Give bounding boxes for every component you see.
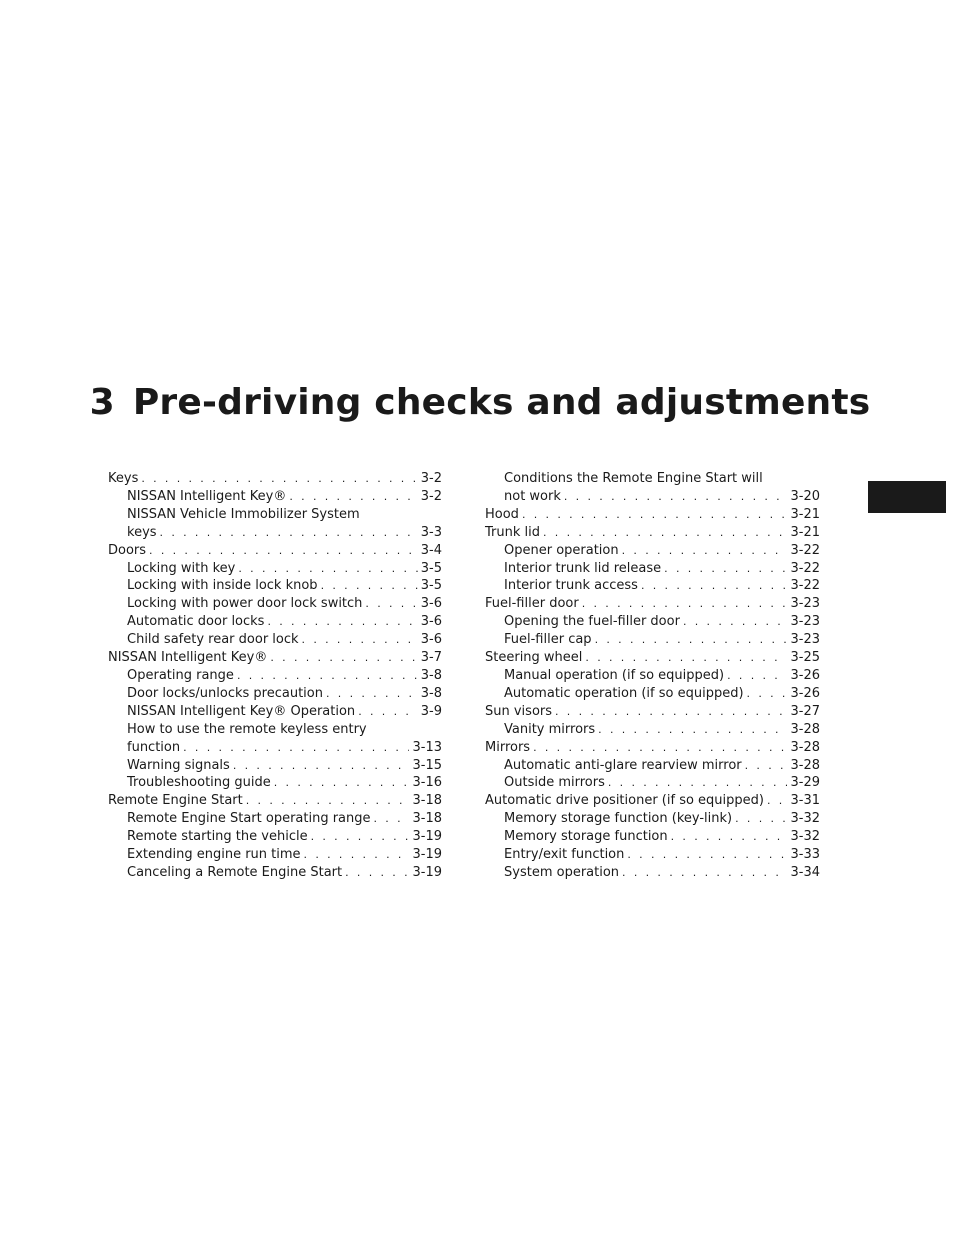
toc-entry-label: Automatic operation (if so equipped) xyxy=(504,685,744,701)
toc-entry-label: Interior trunk access xyxy=(504,578,638,594)
toc-entry-page: 3-33 xyxy=(790,847,820,863)
toc-leader-dots xyxy=(585,649,787,667)
toc-leader-dots xyxy=(289,488,417,506)
toc-entry-page: 3-19 xyxy=(412,829,442,845)
toc-entry-page: 3-3 xyxy=(420,524,442,540)
toc-leader-dots xyxy=(564,488,788,506)
toc-entry-page: 3-6 xyxy=(420,614,442,630)
toc-entry-page: 3-9 xyxy=(420,703,442,719)
toc-entry-page: 3-19 xyxy=(412,864,442,880)
toc-entry-page: 3-16 xyxy=(412,775,442,791)
toc-entry[interactable] xyxy=(108,721,442,757)
toc-entry[interactable] xyxy=(485,595,820,613)
toc-entry-page: 3-26 xyxy=(790,667,820,683)
toc-entry-label: Entry/exit function xyxy=(504,847,625,863)
toc-entry-page: 3-21 xyxy=(790,524,820,540)
toc-entry-label-continued: not work xyxy=(504,488,561,504)
toc-entry-label: NISSAN Vehicle Immobilizer System xyxy=(127,506,360,522)
toc-entry-page: 3-34 xyxy=(790,864,820,880)
toc-leader-dots xyxy=(622,542,788,560)
toc-entry-label: Opening the fuel-filler door xyxy=(504,614,680,630)
toc-leader-dots xyxy=(321,577,418,595)
toc-entry-page: 3-2 xyxy=(420,488,442,504)
toc-entry-label: Opener operation xyxy=(504,542,619,558)
toc-entry-label: Locking with power door lock switch xyxy=(127,596,363,612)
toc-entry-label: Mirrors xyxy=(485,739,531,755)
toc-leader-dots xyxy=(270,649,417,667)
toc-entry-page: 3-32 xyxy=(790,829,820,845)
chapter-side-tab xyxy=(868,481,946,513)
toc-entry-label: Fuel-filler cap xyxy=(504,632,592,648)
toc-entry-label: Automatic drive positioner (if so equipped) xyxy=(485,793,764,809)
toc-entry[interactable] xyxy=(485,774,820,792)
toc-leader-dots xyxy=(311,828,410,846)
toc-entry[interactable] xyxy=(485,810,820,828)
toc-entry-page: 3-7 xyxy=(420,650,442,666)
toc-entry-page: 3-6 xyxy=(420,596,442,612)
toc-entry-page: 3-18 xyxy=(412,793,442,809)
toc-entry-label: Door locks/unlocks precaution xyxy=(127,685,323,701)
toc-entry-label-continued: keys xyxy=(127,524,157,540)
toc-entry-label-continued: function xyxy=(127,739,181,755)
toc-leader-dots xyxy=(598,721,787,739)
toc-entry-label: Remote Engine Start operating range xyxy=(127,811,371,827)
toc-entry[interactable] xyxy=(485,703,820,721)
toc-entry-label: Conditions the Remote Engine Start will xyxy=(504,471,763,486)
toc-entry-label: NISSAN Intelligent Key® xyxy=(108,650,268,666)
toc-leader-dots xyxy=(274,774,410,792)
toc-entry[interactable] xyxy=(485,560,820,578)
toc-entry[interactable] xyxy=(108,470,442,488)
toc-leader-dots xyxy=(627,846,787,864)
toc-entry-page: 3-8 xyxy=(420,685,442,701)
toc-entry-label: Sun visors xyxy=(485,703,553,719)
toc-leader-dots xyxy=(267,613,417,631)
toc-leader-dots xyxy=(246,792,410,810)
toc-entry[interactable] xyxy=(108,774,442,792)
toc-entry[interactable] xyxy=(485,828,820,846)
toc-entry-page: 3-5 xyxy=(420,578,442,594)
toc-entry-page: 3-22 xyxy=(790,578,820,594)
chapter-title xyxy=(0,382,960,423)
toc-entry-label: NISSAN Intelligent Key® xyxy=(127,488,287,504)
toc-entry[interactable] xyxy=(108,685,442,703)
toc-entry[interactable] xyxy=(485,470,820,506)
toc-entry[interactable] xyxy=(108,792,442,810)
toc-leader-dots xyxy=(543,524,787,542)
toc-leader-dots xyxy=(727,667,787,685)
chapter-number: 3 xyxy=(89,382,115,424)
toc-entry[interactable] xyxy=(485,667,820,685)
toc-entry[interactable] xyxy=(108,613,442,631)
toc-entry-label: Hood xyxy=(485,506,519,522)
toc-entry-label: How to use the remote keyless entry xyxy=(127,721,367,737)
toc-entry-page: 3-28 xyxy=(790,739,820,755)
toc-entry[interactable] xyxy=(108,667,442,685)
toc-entry-page: 3-20 xyxy=(790,488,820,504)
toc-entry[interactable] xyxy=(108,577,442,595)
toc-leader-dots xyxy=(326,685,418,703)
chapter-title-text: Pre-driving checks and adjustments xyxy=(132,382,871,424)
toc-leader-dots xyxy=(302,631,418,649)
toc-entry-page: 3-25 xyxy=(790,650,820,666)
toc-entry-page: 3-21 xyxy=(790,506,820,522)
toc-entry[interactable] xyxy=(108,595,442,613)
toc-entry[interactable] xyxy=(108,810,442,828)
toc-entry-label: Memory storage function (key-link) xyxy=(504,811,733,827)
toc-entry-label: Vanity mirrors xyxy=(504,721,596,737)
toc-leader-dots xyxy=(683,613,788,631)
toc-entry-page: 3-31 xyxy=(790,793,820,809)
toc-entry-page: 3-4 xyxy=(420,542,442,558)
toc-leader-dots xyxy=(582,595,788,613)
toc-leader-dots xyxy=(641,577,788,595)
toc-leader-dots xyxy=(533,739,787,757)
toc-entry-page: 3-5 xyxy=(420,560,442,576)
toc-entry-page: 3-6 xyxy=(420,632,442,648)
toc-leader-dots xyxy=(149,542,418,560)
toc-entry-page: 3-29 xyxy=(790,775,820,791)
toc-leader-dots xyxy=(141,470,417,488)
toc-entry[interactable] xyxy=(108,703,442,721)
toc-entry-page: 3-26 xyxy=(790,685,820,701)
toc-entry-label: NISSAN Intelligent Key® Operation xyxy=(127,703,356,719)
toc-entry[interactable] xyxy=(485,524,820,542)
toc-leader-dots xyxy=(345,864,409,882)
toc-entry-label: Fuel-filler door xyxy=(485,596,579,612)
toc-entry[interactable] xyxy=(485,506,820,524)
toc-entry-label: Locking with key xyxy=(127,560,236,576)
toc-entry-label: Troubleshooting guide xyxy=(127,775,271,791)
toc-entry[interactable] xyxy=(108,846,442,864)
toc-entry-page: 3-19 xyxy=(412,847,442,863)
toc-entry[interactable] xyxy=(485,864,820,882)
toc-entry-label: Steering wheel xyxy=(485,650,583,666)
toc-leader-dots xyxy=(238,560,417,578)
toc-entry[interactable] xyxy=(485,631,820,649)
toc-leader-dots xyxy=(608,774,788,792)
toc-entry[interactable] xyxy=(485,685,820,703)
toc-entry[interactable] xyxy=(108,864,442,882)
toc-entry-label: Child safety rear door lock xyxy=(127,632,299,648)
toc-leader-dots xyxy=(671,828,788,846)
toc-leader-dots xyxy=(767,792,788,810)
toc-leader-dots xyxy=(595,631,788,649)
toc-entry-label: Locking with inside lock knob xyxy=(127,578,318,594)
toc-entry[interactable] xyxy=(108,649,442,667)
toc-entry-page: 3-23 xyxy=(790,632,820,648)
toc-leader-dots xyxy=(747,685,788,703)
toc-entry[interactable] xyxy=(485,757,820,775)
toc-entry-page: 3-28 xyxy=(790,757,820,773)
toc-leader-dots xyxy=(183,739,409,757)
toc-entry-label: Extending engine run time xyxy=(127,847,301,863)
toc-entry-label: Remote Engine Start xyxy=(108,793,243,809)
toc-leader-dots xyxy=(160,524,418,542)
toc-entry-page: 3-23 xyxy=(790,614,820,630)
toc-entry-label: System operation xyxy=(504,864,620,880)
toc-entry-page: 3-18 xyxy=(412,811,442,827)
toc-entry[interactable] xyxy=(485,846,820,864)
toc-entry-label: Canceling a Remote Engine Start xyxy=(127,864,343,880)
toc-entry-label: Outside mirrors xyxy=(504,775,605,791)
toc-leader-dots xyxy=(304,846,410,864)
toc-leader-dots xyxy=(745,757,788,775)
toc-entry-page: 3-2 xyxy=(420,471,442,486)
toc-entry-label: Keys xyxy=(108,471,139,486)
toc-entry-page: 3-8 xyxy=(420,667,442,683)
toc-leader-dots xyxy=(622,864,787,882)
toc-entry-label: Doors xyxy=(108,542,147,558)
toc-entry[interactable] xyxy=(485,792,820,810)
toc-entry-label: Warning signals xyxy=(127,757,230,773)
toc-leader-dots xyxy=(735,810,787,828)
toc-entry[interactable] xyxy=(108,542,442,560)
toc-entry[interactable] xyxy=(108,560,442,578)
toc-entry[interactable] xyxy=(485,577,820,595)
toc-entry[interactable] xyxy=(485,649,820,667)
toc-entry-page: 3-27 xyxy=(790,703,820,719)
toc-entry-label: Remote starting the vehicle xyxy=(127,829,308,845)
toc-leader-dots xyxy=(522,506,788,524)
toc-entry-page: 3-23 xyxy=(790,596,820,612)
toc-leader-dots xyxy=(365,595,417,613)
toc-leader-dots xyxy=(358,703,418,721)
toc-entry-label: Interior trunk lid release xyxy=(504,560,662,576)
toc-right-column xyxy=(485,470,820,882)
toc-entry-page: 3-15 xyxy=(412,757,442,773)
toc-entry[interactable] xyxy=(485,613,820,631)
toc-entry-page: 3-13 xyxy=(412,739,442,755)
toc-entry[interactable] xyxy=(485,739,820,757)
toc-entry-page: 3-28 xyxy=(790,721,820,737)
toc-entry[interactable] xyxy=(485,721,820,739)
toc-entry-label: Trunk lid xyxy=(485,524,540,540)
toc-leader-dots xyxy=(664,560,787,578)
toc-entry[interactable] xyxy=(108,506,442,542)
toc-entry[interactable] xyxy=(108,631,442,649)
toc-entry-label: Automatic anti-glare rearview mirror xyxy=(504,757,742,773)
toc-entry-label: Memory storage function xyxy=(504,829,668,845)
toc-leader-dots xyxy=(233,757,410,775)
toc-entry-label: Operating range xyxy=(127,667,234,683)
toc-leader-dots xyxy=(555,703,787,721)
toc-entry-page: 3-22 xyxy=(790,542,820,558)
toc-entry-label: Automatic door locks xyxy=(127,614,265,630)
toc-left-column xyxy=(108,470,442,882)
toc-entry-page: 3-32 xyxy=(790,811,820,827)
toc-entry-page: 3-22 xyxy=(790,560,820,576)
toc-entry[interactable] xyxy=(485,542,820,560)
toc-entry-label: Manual operation (if so equipped) xyxy=(504,667,725,683)
toc-entry[interactable] xyxy=(108,757,442,775)
toc-leader-dots xyxy=(237,667,418,685)
toc-entry[interactable] xyxy=(108,828,442,846)
toc-leader-dots xyxy=(374,810,410,828)
toc-entry[interactable] xyxy=(108,488,442,506)
